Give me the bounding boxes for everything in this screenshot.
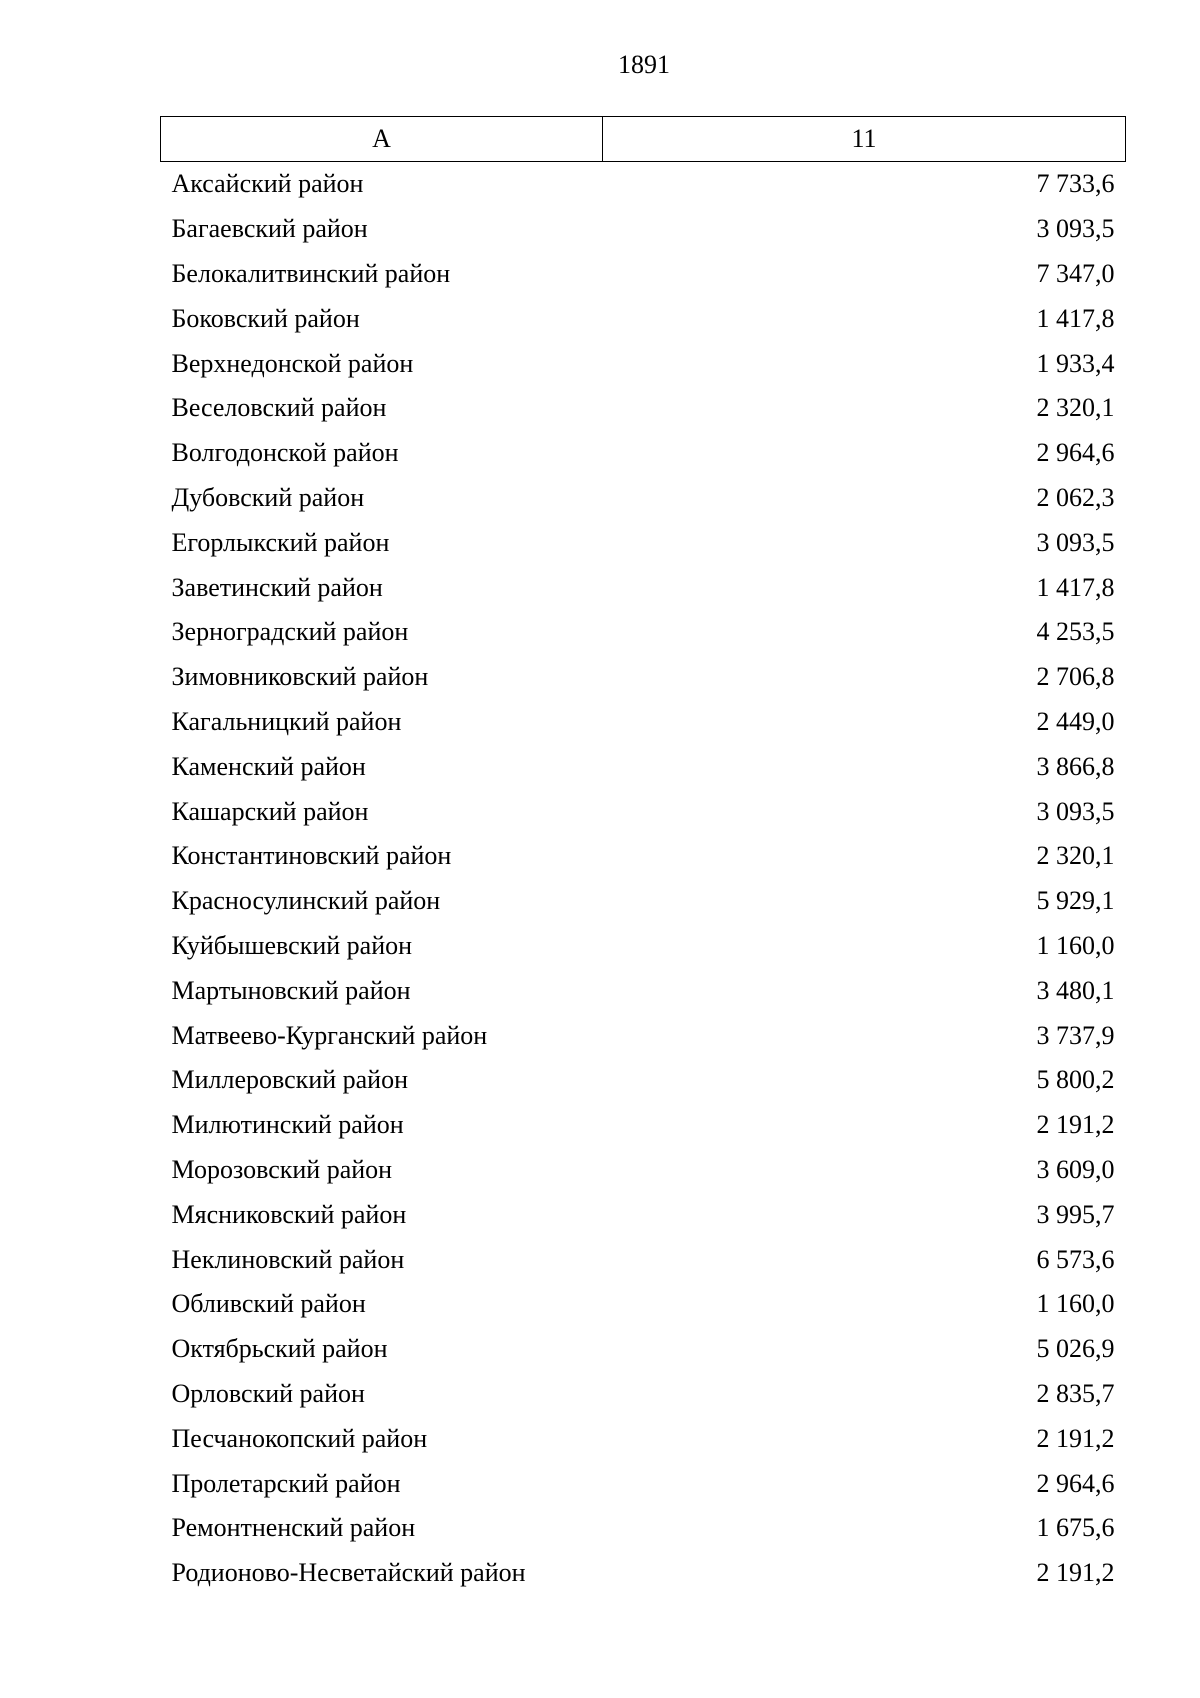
table-row xyxy=(161,1192,1126,1237)
district-value: 2 320,1 xyxy=(1036,393,1115,423)
district-name: Ремонтненский район xyxy=(171,1513,416,1543)
table-row xyxy=(161,476,1126,521)
district-name: Красносулинский район xyxy=(171,886,441,916)
district-name: Константиновский район xyxy=(171,841,452,871)
district-name: Аксайский район xyxy=(171,169,364,199)
table-row xyxy=(161,879,1126,924)
district-value: 3 609,0 xyxy=(1036,1154,1115,1184)
district-value: 2 320,1 xyxy=(1036,841,1115,871)
district-value: 2 964,6 xyxy=(1036,438,1115,468)
table-row xyxy=(161,296,1126,341)
district-name: Зимовниковский район xyxy=(171,662,429,692)
table-row xyxy=(161,968,1126,1013)
district-name: Пролетарский район xyxy=(171,1468,401,1498)
table-row xyxy=(161,431,1126,476)
district-name: Миллеровский район xyxy=(171,1065,409,1095)
table-row xyxy=(161,1237,1126,1282)
table-row xyxy=(161,252,1126,297)
district-value: 3 866,8 xyxy=(1036,751,1115,781)
district-name: Веселовский район xyxy=(171,393,387,423)
district-name: Мясниковский район xyxy=(171,1199,407,1229)
table-row xyxy=(161,1103,1126,1148)
table-row xyxy=(161,744,1126,789)
table-header xyxy=(161,117,1126,162)
district-name: Родионово-Несветайский район xyxy=(171,1558,526,1588)
district-value: 3 093,5 xyxy=(1036,214,1115,244)
table-row xyxy=(161,565,1126,610)
table-row xyxy=(161,207,1126,252)
district-value: 1 160,0 xyxy=(1036,1289,1115,1319)
table-body xyxy=(161,162,1126,1596)
district-value: 2 191,2 xyxy=(1036,1110,1115,1140)
district-table-container xyxy=(160,116,1126,1596)
district-name: Обливский район xyxy=(171,1289,366,1319)
district-name: Егорлыкский район xyxy=(171,527,390,557)
district-value: 7 347,0 xyxy=(1036,258,1115,288)
district-table xyxy=(160,116,1126,1596)
district-name: Заветинский район xyxy=(171,572,383,602)
district-name: Орловский район xyxy=(171,1378,365,1408)
district-name: Зерноградский район xyxy=(171,617,409,647)
table-row xyxy=(161,655,1126,700)
district-value: 2 191,2 xyxy=(1036,1423,1115,1453)
table-row xyxy=(161,1058,1126,1103)
page-number: 1891 xyxy=(618,50,670,79)
district-value: 7 733,6 xyxy=(1036,169,1115,199)
district-value: 1 675,6 xyxy=(1036,1513,1115,1543)
district-name: Белокалитвинский район xyxy=(171,258,451,288)
table-row xyxy=(161,1327,1126,1372)
district-name: Верхнедонской район xyxy=(171,348,414,378)
table-row xyxy=(161,162,1126,207)
district-value: 3 480,1 xyxy=(1036,975,1115,1005)
district-value: 1 160,0 xyxy=(1036,930,1115,960)
column-header-a: А xyxy=(161,117,603,162)
district-name: Волгодонской район xyxy=(171,438,399,468)
table-row xyxy=(161,1282,1126,1327)
table-row xyxy=(161,1416,1126,1461)
table-row xyxy=(161,924,1126,969)
table-row xyxy=(161,341,1126,386)
district-value: 1 417,8 xyxy=(1036,303,1115,333)
district-value: 3 093,5 xyxy=(1036,527,1115,557)
district-value: 5 026,9 xyxy=(1036,1334,1115,1364)
table-row xyxy=(161,1372,1126,1417)
district-value: 2 062,3 xyxy=(1036,482,1115,512)
district-value: 3 737,9 xyxy=(1036,1020,1115,1050)
district-name: Каменский район xyxy=(171,751,366,781)
district-value: 5 800,2 xyxy=(1036,1065,1115,1095)
district-value: 1 417,8 xyxy=(1036,572,1115,602)
table-row xyxy=(161,1506,1126,1551)
district-name: Дубовский район xyxy=(171,482,365,512)
district-name: Мартыновский район xyxy=(171,975,411,1005)
district-value: 2 706,8 xyxy=(1036,662,1115,692)
district-name: Боковский район xyxy=(171,303,360,333)
table-row xyxy=(161,834,1126,879)
district-name: Кагальницкий район xyxy=(171,706,402,736)
district-value: 3 995,7 xyxy=(1036,1199,1115,1229)
table-header-row xyxy=(161,117,1126,162)
district-name: Кашарский район xyxy=(171,796,369,826)
table-row xyxy=(161,1148,1126,1193)
district-name: Матвеево-Курганский район xyxy=(171,1020,488,1050)
district-name: Морозовский район xyxy=(171,1154,393,1184)
column-header-11: 11 xyxy=(603,117,1126,162)
table-row xyxy=(161,386,1126,431)
district-name: Октябрьский район xyxy=(171,1334,388,1364)
district-value: 5 929,1 xyxy=(1036,886,1115,916)
table-row xyxy=(161,1013,1126,1058)
table-row xyxy=(161,1551,1126,1596)
district-value: 1 933,4 xyxy=(1036,348,1115,378)
district-name: Багаевский район xyxy=(171,214,368,244)
district-name: Куйбышевский район xyxy=(171,930,413,960)
district-value: 2 964,6 xyxy=(1036,1468,1115,1498)
table-row xyxy=(161,1461,1126,1506)
district-name: Милютинский район xyxy=(171,1110,404,1140)
district-value: 2 191,2 xyxy=(1036,1558,1115,1588)
district-value: 2 449,0 xyxy=(1036,706,1115,736)
district-value: 3 093,5 xyxy=(1036,796,1115,826)
table-row xyxy=(161,789,1126,834)
district-name: Неклиновский район xyxy=(171,1244,405,1274)
district-value: 2 835,7 xyxy=(1036,1378,1115,1408)
table-row xyxy=(161,610,1126,655)
table-row xyxy=(161,520,1126,565)
district-value: 4 253,5 xyxy=(1036,617,1115,647)
district-name: Песчанокопский район xyxy=(171,1423,428,1453)
table-row xyxy=(161,700,1126,745)
district-value: 6 573,6 xyxy=(1036,1244,1115,1274)
